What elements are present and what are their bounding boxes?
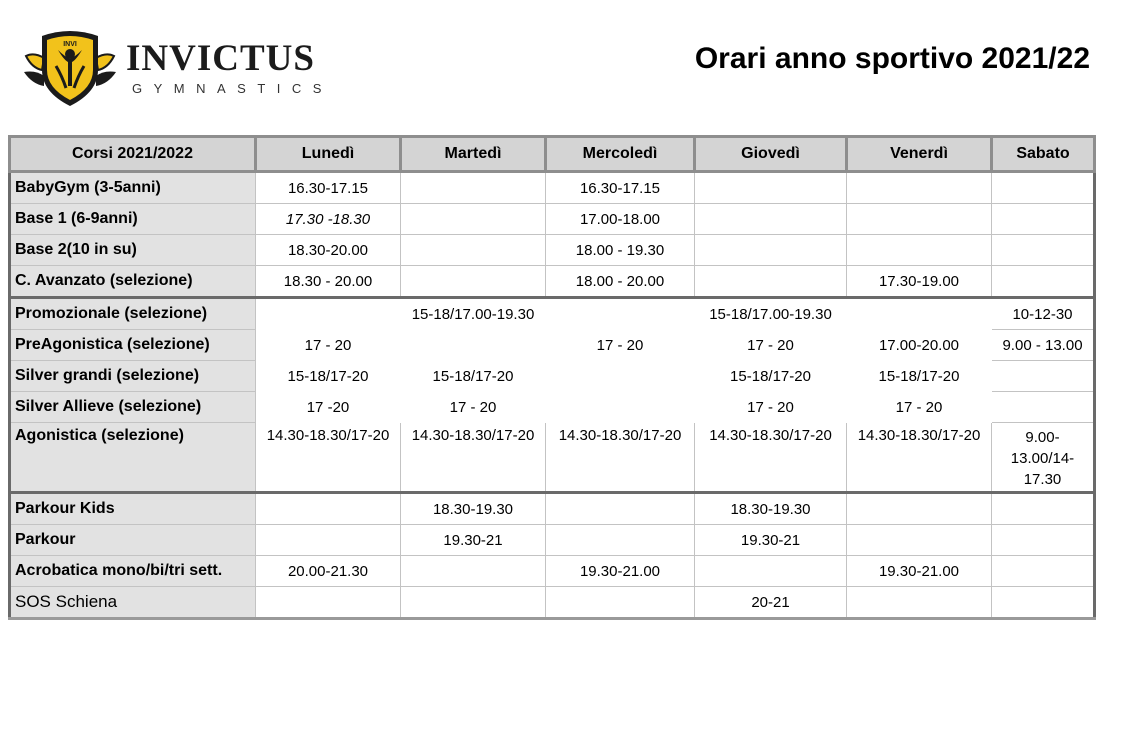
schedule-cell	[546, 298, 695, 330]
schedule-cell: 16.30-17.15	[546, 172, 695, 204]
schedule-cell: 18.00 - 19.30	[546, 235, 695, 266]
schedule-cell: 17.30-19.00	[847, 266, 992, 298]
schedule-cell	[847, 172, 992, 204]
schedule-cell	[401, 330, 546, 361]
schedule-cell	[401, 556, 546, 587]
schedule-cell	[546, 493, 695, 525]
schedule-cell	[546, 587, 695, 619]
schedule-cell	[546, 392, 695, 423]
invictus-logo	[22, 26, 352, 108]
schedule-cell: 17 - 20	[895, 398, 943, 416]
schedule-cell: 17.00-18.00	[546, 204, 695, 235]
schedule-cell	[992, 493, 1095, 525]
brand-subtitle: GYMNASTICS	[132, 81, 333, 96]
schedule-cell	[992, 204, 1095, 235]
schedule-cell: 20.00-21.30	[256, 556, 401, 587]
table-row	[10, 587, 1095, 619]
schedule-cell: 18.30-20.00	[256, 235, 401, 266]
course-name: Parkour Kids	[10, 493, 256, 525]
schedule-cell: 14.30-18.30/17-20	[256, 423, 401, 493]
table-row	[10, 330, 1095, 361]
table-row	[10, 235, 1095, 266]
course-name: Promozionale (selezione)	[10, 298, 256, 330]
schedule-cell: 14.30-18.30/17-20	[695, 423, 847, 493]
course-name: Base 1 (6-9anni)	[10, 204, 256, 235]
schedule-cell: 17 -20	[306, 398, 350, 416]
schedule-cell: 10-12-30	[992, 298, 1095, 330]
schedule-cell	[695, 235, 847, 266]
schedule-cell: 16.30-17.15	[256, 172, 401, 204]
schedule-cell: 19.30-21.00	[847, 556, 992, 587]
table-row	[10, 172, 1095, 204]
course-name: Silver Allieve (selezione)	[10, 392, 256, 423]
schedule-cell: 14.30-18.30/17-20	[546, 423, 695, 493]
schedule-cell	[401, 204, 546, 235]
table-row	[10, 493, 1095, 525]
schedule-cell: 15-18/17-20	[878, 367, 960, 385]
schedule-cell: 18.00 - 20.00	[546, 266, 695, 298]
schedule-cell	[992, 235, 1095, 266]
table-row	[10, 266, 1095, 298]
schedule-cell	[992, 587, 1095, 619]
brand-name: INVICTUS	[126, 38, 315, 79]
invictus-emblem-icon	[22, 26, 118, 108]
schedule-cell: 15-18/17-20	[287, 367, 369, 385]
schedule-cell: 15-18/17-20	[730, 367, 811, 385]
schedule-cell: 17.30 -18.30	[256, 204, 401, 235]
schedule-cell	[992, 556, 1095, 587]
schedule-cell	[847, 298, 992, 330]
header-courses: Corsi 2021/2022	[10, 137, 256, 172]
header-friday: Venerdì	[847, 137, 992, 172]
schedule-cell	[401, 235, 546, 266]
table-row	[10, 298, 1095, 330]
schedule-cell	[256, 493, 401, 525]
schedule-cell: 19.30-21.00	[546, 556, 695, 587]
course-name: Acrobatica mono/bi/tri sett.	[10, 556, 256, 587]
schedule-cell: 20-21	[695, 587, 847, 619]
schedule-cell	[401, 172, 546, 204]
header-monday: Lunedì	[256, 137, 401, 172]
header-tuesday: Martedì	[401, 137, 546, 172]
schedule-cell	[256, 525, 401, 556]
course-name: Agonistica (selezione)	[10, 423, 256, 493]
schedule-cell: 14.30-18.30/17-20	[401, 423, 546, 493]
schedule-cell	[992, 172, 1095, 204]
course-name: BabyGym (3-5anni)	[10, 172, 256, 204]
schedule-cell: 18.30-19.30	[695, 493, 847, 525]
schedule-cell	[546, 361, 695, 392]
schedule-cell: 17 - 20	[449, 398, 497, 416]
schedule-cell	[695, 172, 847, 204]
course-name: Base 2(10 in su)	[10, 235, 256, 266]
table-header-row	[10, 137, 1095, 172]
schedule-cell: 14.30-18.30/17-20	[847, 423, 992, 493]
emblem-text: INVI	[63, 41, 77, 48]
course-name: SOS Schiena	[10, 587, 256, 619]
schedule-cell	[695, 266, 847, 298]
schedule-cell: 18.30-19.30	[401, 493, 546, 525]
course-name: C. Avanzato (selezione)	[10, 266, 256, 298]
schedule-cell: 9.00 - 13.00	[992, 330, 1095, 361]
schedule-cell: 15-18/17-20	[432, 367, 514, 385]
schedule-cell	[847, 525, 992, 556]
schedule-cell: 17 - 20	[747, 336, 794, 354]
schedule-cell: 17 - 20	[747, 398, 794, 416]
schedule-cell: 15-18/17.00-19.30	[401, 298, 546, 330]
schedule-cell: 18.30 - 20.00	[256, 266, 401, 298]
header-wednesday: Mercoledì	[546, 137, 695, 172]
schedule-cell	[992, 361, 1095, 392]
schedule-cell	[847, 235, 992, 266]
schedule-cell: 19.30-21	[401, 525, 546, 556]
schedule-cell	[695, 204, 847, 235]
schedule-cell: 17.00-20.00	[878, 336, 960, 354]
table-row	[10, 525, 1095, 556]
schedule-cell	[992, 392, 1095, 423]
schedule-cell	[256, 298, 401, 330]
schedule-cell: 17 - 20	[304, 336, 352, 354]
schedule-cell	[847, 493, 992, 525]
table-row	[10, 204, 1095, 235]
schedule-table	[8, 135, 1096, 620]
schedule-cell	[847, 587, 992, 619]
table-row	[10, 556, 1095, 587]
table-row	[10, 423, 1095, 493]
schedule-cell	[847, 204, 992, 235]
schedule-cell	[401, 587, 546, 619]
table-row	[10, 392, 1095, 423]
course-name: Silver grandi (selezione)	[10, 361, 256, 392]
schedule-cell	[546, 525, 695, 556]
schedule-cell	[992, 525, 1095, 556]
schedule-cell: 19.30-21	[695, 525, 847, 556]
header-saturday: Sabato	[992, 137, 1095, 172]
course-name: Parkour	[10, 525, 256, 556]
schedule-cell	[695, 556, 847, 587]
schedule-cell	[256, 587, 401, 619]
table-row	[10, 361, 1095, 392]
page-title: Orari anno sportivo 2021/22	[694, 42, 1090, 75]
schedule-cell: 17 - 20	[596, 336, 644, 354]
schedule-cell: 15-18/17.00-19.30	[695, 298, 847, 330]
schedule-cell	[992, 266, 1095, 298]
schedule-cell	[401, 266, 546, 298]
header-thursday: Giovedì	[695, 137, 847, 172]
schedule-cell: 9.00- 13.00/14- 17.30	[992, 423, 1095, 493]
course-name: PreAgonistica (selezione)	[10, 330, 256, 361]
